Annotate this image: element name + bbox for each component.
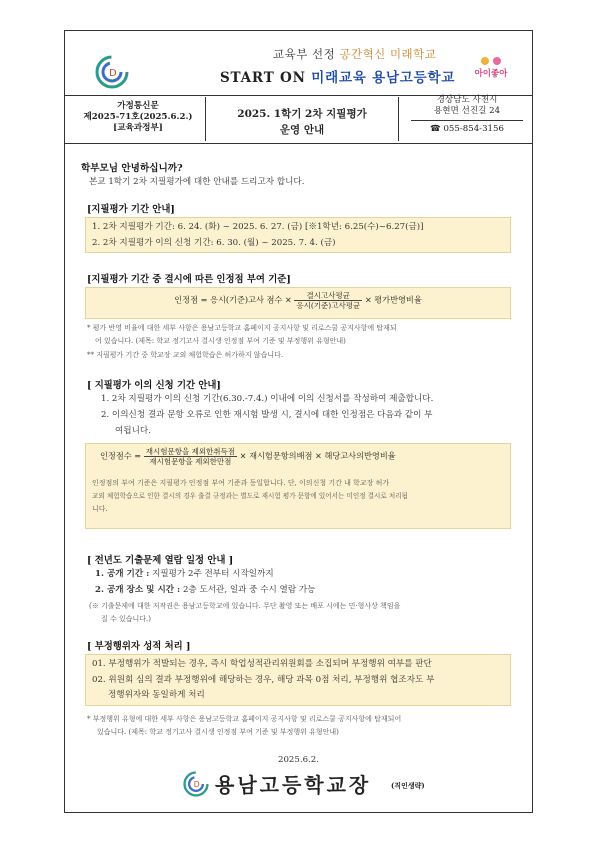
doc-heading-line2: 운영 안내 <box>279 124 325 136</box>
section2-note2: ** 지필평가 기간 중 학교장 교외 체험학습은 허가하지 않습니다. <box>87 351 284 359</box>
school-logo <box>95 55 129 89</box>
section3-note-line3: 니다. <box>92 505 108 513</box>
formula2: 인정점수 = $\frac{\text{재시험문항을 제외한취득점}}{\text{재시험문항을 제외한만점}}$ × 재시험문항의배점 × 해당고사의반영비율 <box>100 447 396 466</box>
section2-title: [지필평가 기간 중 결시에 따른 인정점 부여 기준] <box>87 274 291 285</box>
section5-box <box>85 654 511 706</box>
doc-info <box>83 101 193 134</box>
formula1: 인정점 = 응시(기준)고사 점수 × $\frac{\text{결시고사평균}}{\text{응시(기준)고사평균}}$ × 평가반영비율 <box>174 291 422 310</box>
doc-dept: [교육과정부] <box>113 123 163 133</box>
section4-title: [ 전년도 기출문제 열람 일정 안내 ] <box>87 555 234 566</box>
page-frame <box>64 30 533 813</box>
section5-line2a: 02. 위원회 심의 결과 부정행위에 해당하는 경우, 해당 과목 0점 처리, 부정행위 협조자도 부 <box>92 675 435 685</box>
section2-note1-line2: 어 있습니다. (제목: 학교 정기고사 결시생 인정점 부여 기준 및 부정행위 유형안내) <box>95 337 346 345</box>
header-title: START ON 미래교육 용남고등학교 <box>220 70 456 86</box>
section2-note1-line1: * 평가 반영 비율에 대한 세부 사항은 용남고등학교 홈페이지 공지사항 및 리로스쿨 공지사항에 탑재되 <box>87 324 397 332</box>
section3-note-line2: 교외 체험학습으로 인한 결시의 경우 출결 규정과는 별도로 재시험 평가 문항에 있어서는 미인정 결시로 처리됩 <box>92 492 408 500</box>
formula1-box <box>85 287 511 319</box>
section4-note-line1: (※ 기출문제에 대한 저작권은 용남고등학교에 있습니다. 무단 촬영 또는 배포 시에는 민·형사상 책임을 <box>89 602 401 610</box>
section3-line2b: 여됩니다. <box>115 426 151 436</box>
mascot-logo: 아이좋아 <box>471 53 511 85</box>
section3-line2a: 2. 이의신청 결과 문항 오류로 인한 재시험 발생 시, 결시에 대한 인정점은 다음과 같이 부 <box>101 410 433 420</box>
principal-name: 용남고등학교장 <box>215 773 372 797</box>
footer-date: 2025.6.2. <box>277 755 319 765</box>
footer-logo <box>183 771 209 797</box>
footnote-line1: * 부정행위 유형에 대한 세부 사항은 용남고등학교 홈페이지 공지사항 및 리로스쿨 공지사항에 탑재되어 <box>87 715 402 723</box>
address-line1: 경상남도 사천시 <box>436 95 498 105</box>
section3-note-line1: 인정점의 부여 기준은 지필평가 인정점 부여 기준과 동일합니다. 단, 이의신청 기간 내 학교장 허가 <box>92 479 390 487</box>
doc-type: 가정통신문 <box>117 101 159 111</box>
doc-heading-box <box>205 97 399 141</box>
section4-note-line2: 질 수 있습니다.) <box>101 615 151 623</box>
section1-title: [지필평가 기간 안내] <box>87 204 175 215</box>
school-contact <box>411 95 523 135</box>
section1-box <box>85 217 511 253</box>
seal-omitted: (직인생략) <box>391 781 425 790</box>
appeal-period: 2. 2차 지필평가 이의 신청 기간: 6. 30. (월) ~ 2025. 7. 4. (금) <box>92 238 336 248</box>
phone-number: ☎ 055-854-3156 <box>411 120 523 135</box>
section4-item2: 2. 공개 장소 및 시간 : 2층 도서관, 일과 중 수시 열람 가능 <box>95 585 316 595</box>
formula2-box <box>85 443 511 529</box>
exam-period: 1. 2차 지필평가 기간: 6. 24. (화) ~ 2025. 6. 27. (금) [※1학년: 6.25(수)~6.27(금)] <box>92 222 424 232</box>
doc-number: 제2025-71호(2025.6.2.) <box>83 112 193 122</box>
greeting-body: 본교 1학기 2차 지필평가에 대한 안내를 드리고자 합니다. <box>89 177 305 187</box>
footnote-line2: 있습니다. (제목: 학교 정기고사 결시생 인정점 부여 기준 및 부정행위 유형안내) <box>97 728 339 736</box>
section5-line2b: 정행위자와 동일하게 처리 <box>108 690 205 700</box>
section3-line1: 1. 2차 지필평가 이의 신청 기간(6.30.-7.4.) 이내에 이의 신청서를 작성하여 제출합니다. <box>101 394 434 404</box>
header-subtitle: 교육부 선정 공간혁신 미래학교 <box>273 47 437 61</box>
greeting-title: 학부모님 안녕하십니까? <box>81 163 183 174</box>
section5-line1: 01. 부정행위가 적발되는 경우, 즉시 학업성적관리위원회를 소집되며 부정행위 여부를 판단 <box>92 659 432 669</box>
doc-heading-line1: 2025. 1학기 2차 지필평가 <box>237 108 367 120</box>
info-divider <box>65 143 532 144</box>
svg-text:D: D <box>193 780 200 790</box>
address-line2: 용현면 선진길 24 <box>433 106 501 116</box>
section4-item1: 1. 공개 기간 : 지필평가 2주 전부터 시작일까지 <box>95 569 274 579</box>
section3-title: [ 지필평가 이의 신청 기간 안내] <box>87 380 221 391</box>
section5-title: [ 부정행위자 성적 처리 ] <box>87 641 191 652</box>
svg-text:D: D <box>109 68 117 79</box>
